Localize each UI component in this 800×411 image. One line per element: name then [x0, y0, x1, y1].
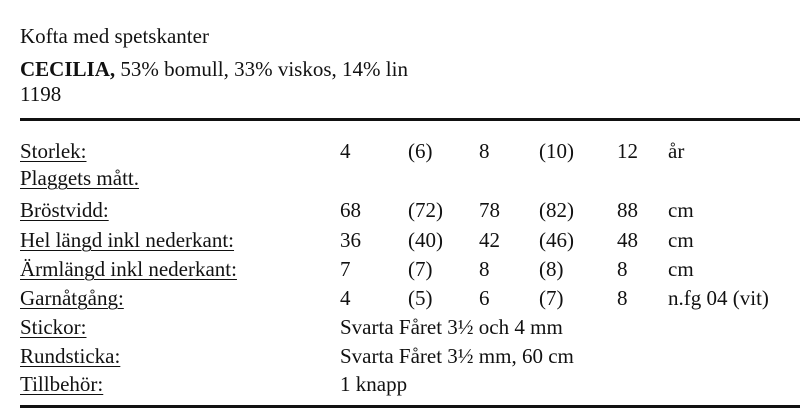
measure-unit: n.fg 04 (vit)	[668, 286, 769, 310]
size-value: 4	[340, 139, 351, 163]
info-text: 1 knapp	[340, 372, 408, 396]
measure-value: (7)	[539, 286, 564, 310]
measure-value: (46)	[539, 228, 574, 252]
size-unit: år	[668, 139, 685, 163]
measure-value: 48	[617, 228, 638, 252]
measure-value: 78	[479, 198, 500, 222]
measure-value: (40)	[408, 228, 443, 252]
measure-value: (8)	[539, 257, 564, 281]
measure-value: 4	[340, 286, 351, 310]
top-divider	[20, 118, 800, 121]
size-value: (6)	[408, 139, 433, 163]
measure-label: Bröstvidd:	[20, 198, 109, 222]
measure-value: (5)	[408, 286, 433, 310]
info-label: Stickor:	[20, 315, 87, 339]
measure-label: Hel längd inkl nederkant:	[20, 228, 235, 252]
measure-value: (72)	[408, 198, 443, 222]
measure-value: 88	[617, 198, 638, 222]
info-row-circular-needle	[0, 342, 800, 370]
measure-value: 42	[479, 228, 500, 252]
measure-row-yarn	[0, 284, 800, 312]
size-value: (10)	[539, 139, 574, 163]
yarn-composition: 53% bomull, 33% viskos, 14% lin	[115, 57, 408, 81]
measure-value: 8	[479, 257, 490, 281]
yarn-name: CECILIA,	[20, 57, 116, 81]
measure-value: 36	[340, 228, 361, 252]
measure-value: 6	[479, 286, 490, 310]
pattern-number: 1198	[20, 82, 62, 106]
bottom-divider	[20, 405, 800, 408]
measure-row-length	[0, 226, 800, 254]
measure-unit: cm	[668, 198, 694, 222]
measure-label: Ärmlängd inkl nederkant:	[20, 257, 237, 281]
measure-row-chest	[0, 196, 800, 224]
measure-unit: cm	[668, 228, 694, 252]
info-row-needles	[0, 313, 800, 341]
size-value: 8	[479, 139, 490, 163]
measure-value: (7)	[408, 257, 433, 281]
info-text: Svarta Fåret 3½ mm, 60 cm	[340, 344, 574, 368]
info-text: Svarta Fåret 3½ och 4 mm	[340, 315, 563, 339]
measure-unit: cm	[668, 257, 694, 281]
measure-value: 8	[617, 286, 628, 310]
size-row	[0, 137, 800, 165]
info-label: Tillbehör:	[20, 372, 104, 396]
measure-value: 8	[617, 257, 628, 281]
pattern-title: Kofta med spetskanter	[20, 24, 209, 48]
measure-value: 68	[340, 198, 361, 222]
info-row-accessories	[0, 370, 800, 398]
measurements-heading: Plaggets mått.	[20, 166, 139, 190]
measure-value: (82)	[539, 198, 574, 222]
measure-row-sleeve	[0, 255, 800, 283]
info-label: Rundsticka:	[20, 344, 121, 368]
measure-label: Garnåtgång:	[20, 286, 124, 310]
measurements-heading-row	[0, 164, 800, 192]
measure-value: 7	[340, 257, 351, 281]
size-label: Storlek:	[20, 139, 87, 163]
yarn-line	[20, 57, 408, 81]
size-value: 12	[617, 139, 638, 163]
